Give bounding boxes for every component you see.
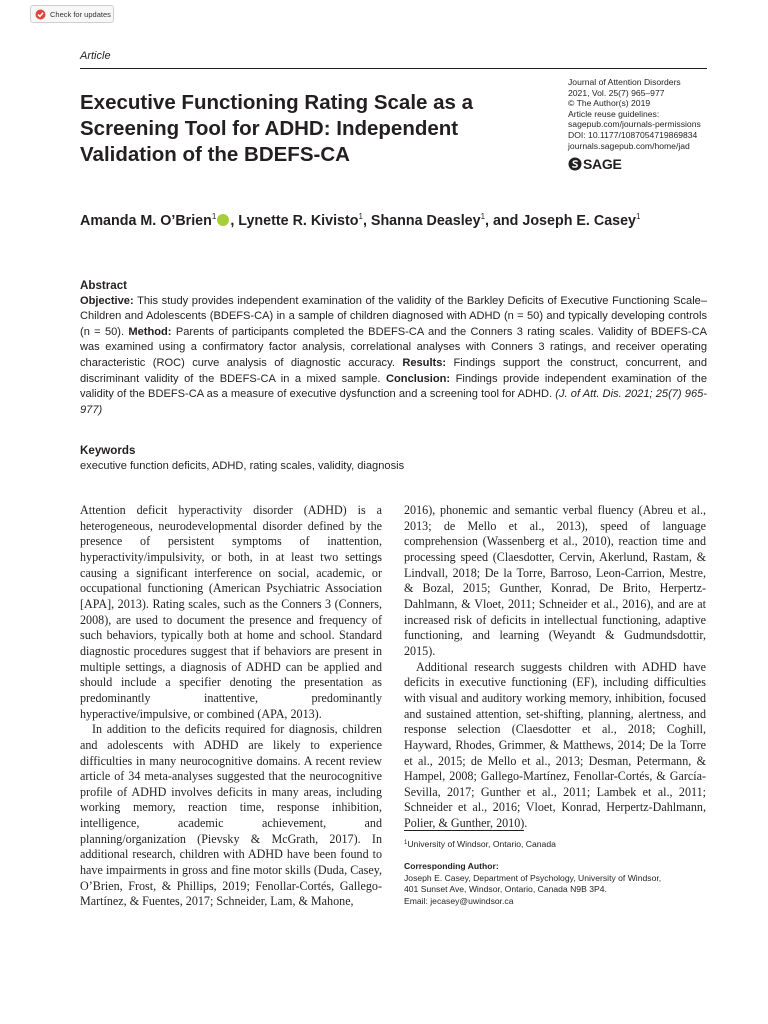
- header-divider: [80, 68, 707, 69]
- results-label: Results:: [402, 356, 447, 369]
- check-for-updates-button[interactable]: [30, 5, 114, 23]
- corresponding-author-heading: Corresponding Author:: [404, 861, 499, 872]
- author-affiliation-mark: 1: [480, 212, 486, 221]
- reuse-guidelines: Article reuse guidelines:: [568, 108, 660, 119]
- article-type: Article: [80, 50, 111, 62]
- author-affiliation-mark: 1: [211, 212, 217, 221]
- corresponding-author-line: Joseph E. Casey, Department of Psychology, University of Windsor,: [404, 872, 662, 883]
- body-paragraph: In addition to the deficits required for diagnosis, children and adolescents with ADHD are likely to experience difficulties in many neurocognitive domains. A recent review article of 34 meta-analyses suggested that the neurocognitive profile of ADHD involves deficits in many areas, including working memory, reaction time, response inhibition, intelligence, academic achievement, and planning/organization (Pievsky & McGrath, 2017). In additional research, children with ADHD have been found to have impairments in gross and fine motor skills (Duda, Casey, O’Brien, Frost, & Phillips, 2019; Fenollar-Cortés, Gallego-Martínez, & Fuentes, 2017; Schneider, Lam, & Mahone,: [80, 722, 382, 909]
- method-label: Method:: [128, 325, 172, 338]
- sage-logo: [568, 156, 621, 172]
- keywords-list: executive function deficits, ADHD, rating scales, validity, diagnosis: [80, 459, 405, 472]
- author-separator: ,: [230, 213, 239, 229]
- author-name: Shanna Deasley: [370, 213, 481, 229]
- author-list: [80, 212, 640, 229]
- conclusion-label: Conclusion:: [386, 372, 451, 385]
- keywords-section: [80, 443, 707, 474]
- affiliation-text: University of Windsor, Ontario, Canada: [407, 839, 556, 849]
- journal-volume: 2021, Vol. 25(7) 965–977: [568, 87, 665, 98]
- author-name: Amanda M. O’Brien: [80, 213, 212, 229]
- corresponding-author-email[interactable]: Email: jecasey@uwindsor.ca: [404, 895, 514, 906]
- keywords-heading: Keywords: [80, 444, 136, 457]
- sage-wordmark: SAGE: [583, 156, 622, 172]
- reuse-link[interactable]: sagepub.com/journals-permissions: [568, 119, 701, 130]
- journal-home-link[interactable]: journals.sagepub.com/home/jad: [568, 140, 690, 151]
- body-paragraph: 2016), phonemic and semantic verbal fluency (Abreu et al., 2013; de Mello et al., 2013), speed of language comprehension (Wassenberg et al., 2010), reaction time and processing speed (Claesdotter, Cervin, Akerlund, Rastam, & Lindvall, 2018; De la Torre, Barroso, Leon-Carrion, Mestre, & Bozal, 2015; Gunther, Konrad, De Brito, Herpertz-Dahlmann, & Vloet, 2011; Schneider et al., 2016), and are at increased risk of deficits in intellectual functioning, adaptive functioning, and learning (Weyandt & Gudmundsdottir, 2015).: [404, 503, 706, 658]
- objective-label: Objective:: [80, 294, 134, 307]
- abstract-body: [80, 294, 707, 419]
- corresponding-author-address: 401 Sunset Ave, Windsor, Ontario, Canada N9B 3P4.: [404, 884, 607, 895]
- body-paragraph: Additional research suggests children with ADHD have deficits in executive functioning (EF), including difficulties with visual and auditory working memory, inhibition, focused and sustained attention, set-shifting, planning, alertness, and response selection (Claesdotter et al., 2018; Coghill, Hayward, Rhodes, Grimmer, & Matthews, 2014; De la Torre et al., 2015; de Mello et al., 2013; Desman, Petermann, & Hampel, 2008; Gallego-Martínez, Fenollar-Cortés, & García-Sevilla, 2017; Gunther et al., 2011; Lambek et al., 2011; Schneider et al., 2016; Vloet, Konrad, Herpertz-Dahlmann, Polier, & Gunther, 2010).: [404, 659, 706, 831]
- author-separator: , and: [485, 213, 523, 229]
- objective-text: This study provides independent examination of the validity of the Barkley Deficits of Executive Functioning Scale–Children and Adolescents (BDEFS-CA) in a sample of children diagnosed with ADHD (n = 50) and typically developing controls (n = 50).: [80, 294, 707, 338]
- check-updates-icon: [35, 9, 46, 20]
- abstract-citation: (J. of Att. Dis. 2021; 25(7) 965-977): [80, 388, 707, 416]
- author-separator: ,: [362, 213, 371, 229]
- conclusion-text: Findings provide independent examination of the validity of the BDEFS-CA as a measure of executive dysfunction and a screening tool for ADHD.: [80, 372, 707, 401]
- journal-info: [568, 77, 718, 151]
- abstract-heading: Abstract: [80, 279, 128, 292]
- sage-mark-icon: [568, 157, 582, 171]
- footnote-divider: [404, 830, 524, 831]
- body-column-right: [404, 503, 706, 832]
- author-affiliation-mark: 1: [636, 212, 641, 221]
- check-updates-label: Check for updates: [50, 9, 111, 19]
- results-text: Findings support the construct, concurrent, and discriminant validity of the BDEFS-CA in a mixed sample.: [80, 356, 707, 385]
- journal-name: Journal of Attention Disorders: [568, 77, 681, 87]
- author-affiliation-mark: 1: [358, 212, 363, 221]
- orcid-icon[interactable]: [217, 214, 229, 226]
- footnotes: [404, 838, 707, 907]
- body-column-left: [80, 503, 382, 910]
- affiliation-mark: 1: [404, 840, 408, 846]
- abstract-section: [80, 278, 707, 418]
- body-paragraph: Attention deficit hyperactivity disorder (ADHD) is a heterogeneous, neurodevelopmental disorder defined by the presence of persistent symptoms of inattention, hyperactivity/impulsivity, or both, in at least two settings causing a significant interference on social, academic, or occupational functioning (American Psychiatric Association [APA], 2013). Rating scales, such as the Conners 3 (Conners, 2008), are used to document the presence and frequency of such behaviors, typically both at home and school. Standard diagnostic procedures suggest that if behaviors are present in multiple settings, a diagnosis of ADHD can be applied and should include a specifier denoting the presentation as predominantly inattentive, predominantly hyperactive/impulsive, or combined (APA, 2013).: [80, 503, 382, 721]
- method-text: Parents of participants completed the BDEFS-CA and the Conners 3 rating scales. Validity of BDEFS-CA was examined using a confirmatory factor analysis, correlational analyses with Conners 3 ratings, and receiver operating characteristic (ROC) curve analysis of diagnostic accuracy.: [80, 325, 707, 369]
- affiliation-note: [404, 838, 707, 850]
- doi-link[interactable]: DOI: 10.1177/1087054719869834: [568, 129, 698, 140]
- article-title: Executive Functioning Rating Scale as a Screening Tool for ADHD: Independent Validation of the BDEFS-CA: [80, 91, 474, 166]
- journal-copyright: © The Author(s) 2019: [568, 98, 651, 109]
- author-name: Joseph E. Casey: [522, 213, 637, 229]
- author-name: Lynette R. Kivisto: [238, 213, 359, 229]
